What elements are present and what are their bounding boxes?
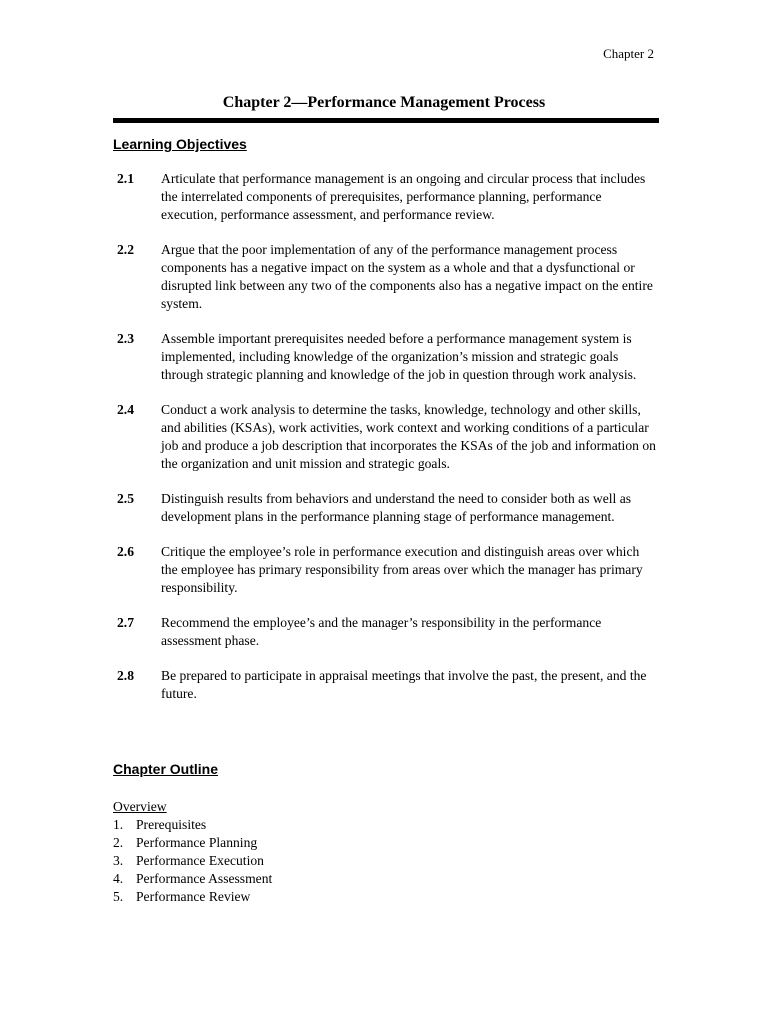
objective-text: Articulate that performance management is an ongoing and circular process that includes the interrelated components of prerequisites, performance planning, performance execution, performance assessment, and performance review.	[161, 171, 646, 222]
objective-item	[113, 241, 658, 313]
objective-number: 2.2	[117, 242, 134, 257]
outline-text: Prerequisites	[136, 817, 207, 832]
objective-item	[113, 170, 658, 224]
outline-item	[113, 852, 272, 870]
chapter-outline-heading: Chapter Outline	[113, 761, 219, 777]
objective-text: Critique the employee’s role in performance execution and distinguish areas over which the employee has primary responsibility from areas over which the manager has primary responsibility.	[161, 544, 643, 595]
outline-item	[113, 888, 272, 906]
outline-overview: Overview	[113, 799, 167, 814]
outline-text: Performance Execution	[136, 853, 264, 868]
objective-item	[113, 490, 658, 526]
outline-text: Performance Planning	[136, 835, 258, 850]
outline-number: 3.	[113, 853, 124, 868]
outline-item	[113, 870, 272, 888]
objective-number: 2.5	[117, 491, 134, 506]
objective-item	[113, 330, 658, 384]
objective-item	[113, 543, 658, 597]
outline-number: 5.	[113, 889, 124, 904]
objective-item	[113, 667, 658, 703]
outline-number: 1.	[113, 817, 124, 832]
outline-number: 2.	[113, 835, 124, 850]
objective-item	[113, 614, 658, 650]
objective-number: 2.7	[117, 615, 134, 630]
learning-objectives-heading: Learning Objectives	[113, 136, 247, 152]
learning-objectives-list	[113, 170, 658, 720]
outline-item	[113, 834, 272, 852]
objective-number: 2.4	[117, 402, 134, 417]
chapter-title: Chapter 2—Performance Management Process	[222, 94, 546, 111]
objective-number: 2.8	[117, 668, 134, 683]
running-header: Chapter 2	[603, 46, 654, 61]
objective-number: 2.6	[117, 544, 134, 559]
objective-text: Argue that the poor implementation of any of the performance management process components has a negative impact on the system as a whole and that a dysfunctional or disrupted link between any two of the components also has a negative impact on the entire system.	[161, 242, 653, 311]
objective-text: Distinguish results from behaviors and understand the need to consider both as well as development plans in the performance planning stage of performance management.	[161, 491, 632, 524]
outline-item	[113, 816, 272, 834]
chapter-outline-list	[113, 798, 272, 906]
objective-text: Recommend the employee’s and the manager’s responsibility in the performance assessment phase.	[161, 615, 602, 648]
objective-text: Conduct a work analysis to determine the tasks, knowledge, technology and other skills, and abilities (KSAs), work activities, work context and working conditions of a particular job and produce a job description that incorporates the KSAs of the job and information on the organization and unit mission and strategic goals.	[161, 402, 656, 471]
outline-number: 4.	[113, 871, 124, 886]
title-rule	[113, 118, 659, 123]
objective-text: Assemble important prerequisites needed before a performance management system is implemented, including knowledge of the organization’s mission and strategic goals through strategic planning and knowledge of the job in question through work analysis.	[161, 331, 637, 382]
outline-text: Performance Review	[136, 889, 251, 904]
objective-text: Be prepared to participate in appraisal meetings that involve the past, the present, and the future.	[161, 668, 647, 701]
objective-item	[113, 401, 658, 473]
objective-number: 2.1	[117, 171, 134, 186]
objective-number: 2.3	[117, 331, 134, 346]
outline-text: Performance Assessment	[136, 871, 273, 886]
